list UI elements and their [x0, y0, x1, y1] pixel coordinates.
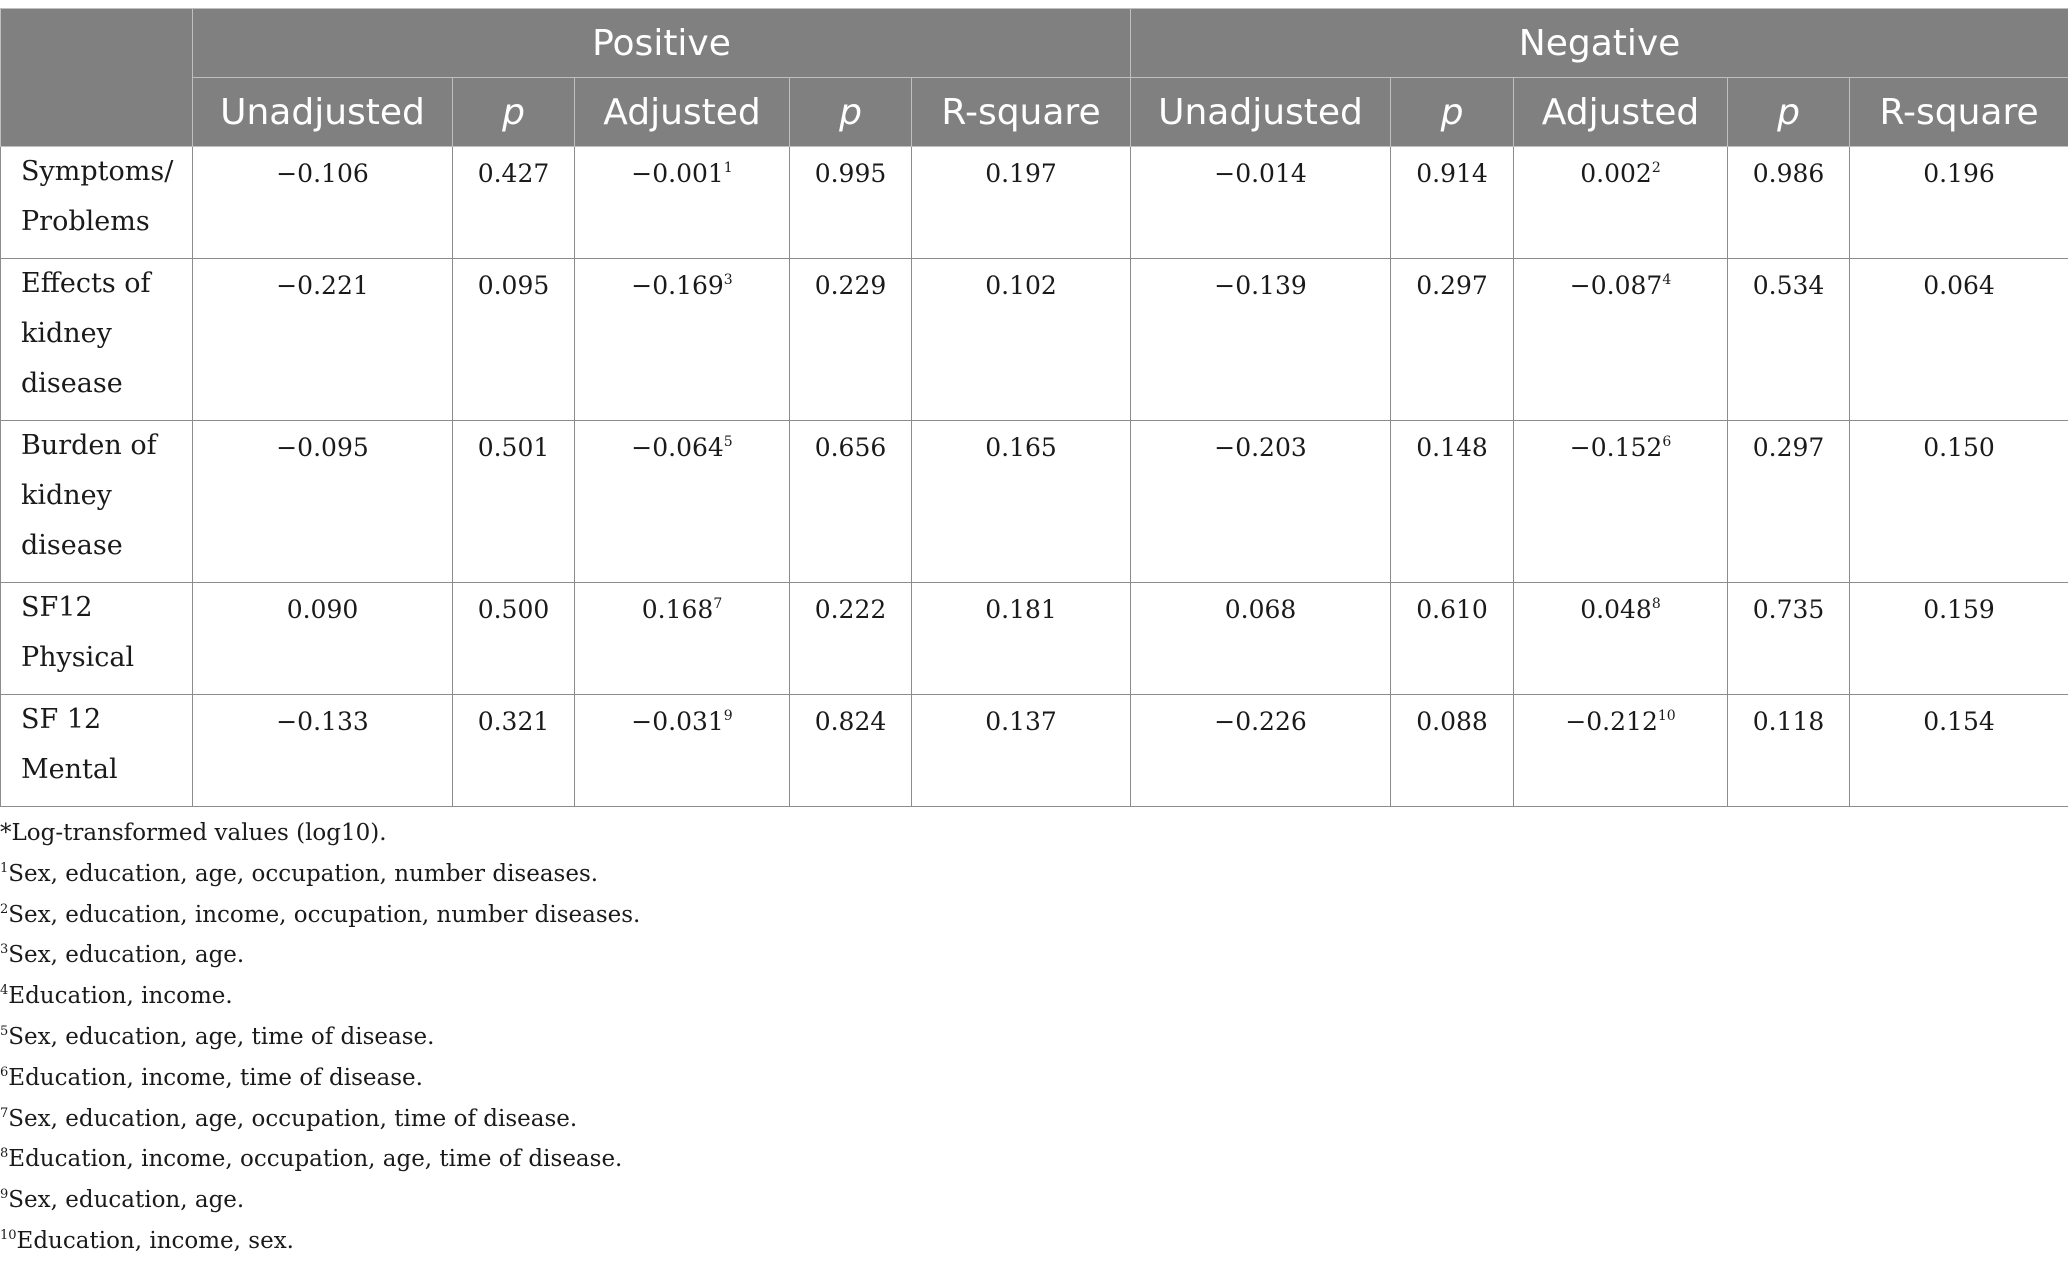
value: −0.221	[276, 271, 369, 300]
cell-pos-r-square	[912, 259, 1131, 421]
footnote-ref: 7	[713, 596, 722, 612]
cell-neg-p	[1391, 259, 1514, 421]
footnote-text: Education, income.	[8, 983, 232, 1009]
cell-neg-adjusted	[1514, 259, 1728, 421]
cell-pos-r-square	[912, 583, 1131, 695]
group-header-row	[1, 9, 2068, 78]
footnote-marker: 7	[0, 1106, 8, 1121]
cell-neg-r-square	[1850, 421, 2068, 583]
value: 0.197	[985, 159, 1057, 188]
footnote-marker: 5	[0, 1024, 8, 1039]
footnote	[0, 856, 640, 897]
col-header-p: p	[1728, 78, 1850, 147]
value: −0.139	[1214, 271, 1307, 300]
row-label-line: kidney	[21, 318, 112, 349]
subheader-row	[1, 78, 2068, 147]
cell-pos-adjusted	[575, 583, 790, 695]
corner-cell	[1, 9, 193, 147]
value: 0.986	[1753, 159, 1825, 188]
cell-neg-r-square	[1850, 583, 2068, 695]
value: 0.995	[815, 159, 887, 188]
cell-pos-r-square	[912, 421, 1131, 583]
cell-neg-p	[1728, 147, 1850, 259]
value: 0.154	[1923, 707, 1995, 736]
value: 0.196	[1923, 159, 1995, 188]
cell-neg-unadjusted	[1131, 583, 1391, 695]
cell-pos-unadjusted	[193, 147, 453, 259]
value: 0.137	[985, 707, 1057, 736]
value: −0.095	[276, 433, 369, 462]
footnote-text: Sex, education, income, occupation, number diseases.	[8, 902, 640, 928]
col-header-adjusted: Adjusted	[575, 78, 790, 147]
value: 0.824	[815, 707, 887, 736]
footnote-text: Sex, education, age, occupation, time of disease.	[8, 1106, 577, 1132]
footnote-ref: 1	[724, 160, 733, 176]
cell-neg-unadjusted	[1131, 695, 1391, 807]
footnote-marker: 10	[0, 1228, 17, 1243]
value: 0.534	[1753, 271, 1825, 300]
footnote-text: Sex, education, age.	[8, 942, 244, 968]
cell-pos-unadjusted	[193, 259, 453, 421]
cell-pos-unadjusted	[193, 421, 453, 583]
table-row	[1, 421, 2068, 583]
cell-pos-p	[790, 695, 912, 807]
footnote-marker: 3	[0, 942, 8, 957]
value: 0.229	[815, 271, 887, 300]
col-header-unadjusted: Unadjusted	[1131, 78, 1391, 147]
row-label	[1, 695, 193, 807]
col-header-adjusted: Adjusted	[1514, 78, 1728, 147]
cell-pos-r-square	[912, 695, 1131, 807]
value: −0.133	[276, 707, 369, 736]
table-header	[1, 9, 2068, 147]
footnote-marker: 1	[0, 861, 8, 876]
col-header-r-square: R-square	[912, 78, 1131, 147]
col-header-p: p	[1391, 78, 1514, 147]
table-row	[1, 147, 2068, 259]
value: 0.118	[1753, 707, 1825, 736]
value: −0.014	[1214, 159, 1307, 188]
footnote-ref: 9	[724, 708, 733, 724]
footnote	[0, 1101, 640, 1142]
footnote	[0, 815, 640, 856]
cell-neg-p	[1391, 147, 1514, 259]
group-header-positive: Positive	[193, 9, 1131, 78]
value: 0.321	[478, 707, 550, 736]
row-label-line: Mental	[21, 754, 118, 785]
value: −0.226	[1214, 707, 1307, 736]
footnote	[0, 1019, 640, 1060]
cell-pos-adjusted	[575, 695, 790, 807]
footnote-text: Education, income, sex.	[17, 1228, 294, 1254]
value: −0.001	[631, 159, 724, 188]
cell-pos-adjusted	[575, 259, 790, 421]
value: 0.297	[1753, 433, 1825, 462]
cell-neg-p	[1728, 259, 1850, 421]
col-header-unadjusted: Unadjusted	[193, 78, 453, 147]
cell-neg-p	[1728, 583, 1850, 695]
table-row	[1, 583, 2068, 695]
table-body	[1, 147, 2068, 807]
value: −0.064	[631, 433, 724, 462]
footnote-ref: 4	[1662, 272, 1671, 288]
group-header-negative: Negative	[1131, 9, 2068, 78]
regression-results-table	[0, 8, 2068, 807]
cell-pos-unadjusted	[193, 583, 453, 695]
footnote-marker: 4	[0, 983, 8, 998]
row-label-line: Burden of	[21, 430, 157, 461]
cell-pos-p	[453, 421, 575, 583]
row-label-line: Symptoms/	[21, 156, 173, 187]
footnote-marker: 8	[0, 1146, 8, 1161]
col-header-p: p	[453, 78, 575, 147]
row-label-line: Effects of	[21, 268, 151, 299]
value: 0.095	[478, 271, 550, 300]
row-label-line: disease	[21, 368, 123, 399]
footnote-ref: 3	[724, 272, 733, 288]
footnote-text: Education, income, time of disease.	[8, 1065, 423, 1091]
value: 0.610	[1416, 595, 1488, 624]
table-footnotes	[0, 815, 640, 1264]
value: −0.106	[276, 159, 369, 188]
footnote	[0, 937, 640, 978]
value: −0.152	[1570, 433, 1663, 462]
col-header-p: p	[790, 78, 912, 147]
footnote-marker: 2	[0, 902, 8, 917]
value: 0.222	[815, 595, 887, 624]
value: 0.048	[1580, 595, 1652, 624]
cell-neg-r-square	[1850, 147, 2068, 259]
value: −0.212	[1565, 707, 1658, 736]
col-header-r-square: R-square	[1850, 78, 2068, 147]
row-label	[1, 147, 193, 259]
cell-pos-p	[790, 147, 912, 259]
value: 0.090	[287, 595, 359, 624]
value: 0.068	[1225, 595, 1297, 624]
cell-neg-p	[1728, 695, 1850, 807]
row-label-line: Problems	[21, 206, 150, 237]
value: −0.203	[1214, 433, 1307, 462]
value: 0.297	[1416, 271, 1488, 300]
footnote-ref: 10	[1658, 708, 1676, 724]
cell-neg-adjusted	[1514, 147, 1728, 259]
value: −0.031	[631, 707, 724, 736]
cell-neg-adjusted	[1514, 695, 1728, 807]
value: 0.427	[478, 159, 550, 188]
cell-neg-p	[1391, 583, 1514, 695]
footnote	[0, 1223, 640, 1264]
cell-pos-adjusted	[575, 421, 790, 583]
table-row	[1, 695, 2068, 807]
footnote-marker: 9	[0, 1187, 8, 1202]
footnote	[0, 1182, 640, 1223]
cell-pos-p	[453, 259, 575, 421]
footnote-text: *Log-transformed values (log10).	[0, 820, 387, 846]
value: 0.168	[642, 595, 714, 624]
footnote-ref: 5	[724, 434, 733, 450]
value: 0.002	[1580, 159, 1652, 188]
cell-neg-p	[1728, 421, 1850, 583]
cell-pos-r-square	[912, 147, 1131, 259]
cell-neg-p	[1391, 421, 1514, 583]
value: −0.169	[631, 271, 724, 300]
footnote-text: Sex, education, age, time of disease.	[8, 1024, 434, 1050]
cell-pos-p	[790, 421, 912, 583]
value: 0.914	[1416, 159, 1488, 188]
value: −0.087	[1570, 271, 1663, 300]
row-label	[1, 421, 193, 583]
value: 0.735	[1753, 595, 1825, 624]
footnote	[0, 1060, 640, 1101]
cell-pos-p	[790, 583, 912, 695]
footnote-marker: 6	[0, 1065, 8, 1080]
cell-neg-r-square	[1850, 695, 2068, 807]
row-label-line: disease	[21, 530, 123, 561]
cell-neg-adjusted	[1514, 421, 1728, 583]
value: 0.150	[1923, 433, 1995, 462]
value: 0.159	[1923, 595, 1995, 624]
footnote-text: Sex, education, age.	[8, 1187, 244, 1213]
value: 0.102	[985, 271, 1057, 300]
value: 0.181	[985, 595, 1057, 624]
cell-pos-unadjusted	[193, 695, 453, 807]
value: 0.148	[1416, 433, 1488, 462]
cell-pos-p	[453, 695, 575, 807]
row-label	[1, 583, 193, 695]
value: 0.501	[478, 433, 550, 462]
value: 0.656	[815, 433, 887, 462]
row-label-line: SF12	[21, 592, 93, 623]
cell-neg-unadjusted	[1131, 259, 1391, 421]
row-label	[1, 259, 193, 421]
row-label-line: SF 12	[21, 704, 101, 735]
cell-neg-unadjusted	[1131, 147, 1391, 259]
footnote-text: Education, income, occupation, age, time of disease.	[8, 1146, 622, 1172]
footnote-ref: 8	[1652, 596, 1661, 612]
cell-neg-r-square	[1850, 259, 2068, 421]
value: 0.064	[1923, 271, 1995, 300]
table-row	[1, 259, 2068, 421]
cell-pos-p	[453, 147, 575, 259]
footnote	[0, 1141, 640, 1182]
footnote	[0, 978, 640, 1019]
footnote-ref: 6	[1662, 434, 1671, 450]
cell-pos-p	[790, 259, 912, 421]
footnote-ref: 2	[1652, 160, 1661, 176]
value: 0.088	[1416, 707, 1488, 736]
value: 0.500	[478, 595, 550, 624]
cell-pos-adjusted	[575, 147, 790, 259]
row-label-line: Physical	[21, 642, 134, 673]
footnote-text: Sex, education, age, occupation, number diseases.	[8, 861, 598, 887]
cell-neg-adjusted	[1514, 583, 1728, 695]
results-table-container	[0, 8, 2068, 807]
cell-pos-p	[453, 583, 575, 695]
cell-neg-unadjusted	[1131, 421, 1391, 583]
footnote	[0, 897, 640, 938]
cell-neg-p	[1391, 695, 1514, 807]
value: 0.165	[985, 433, 1057, 462]
row-label-line: kidney	[21, 480, 112, 511]
